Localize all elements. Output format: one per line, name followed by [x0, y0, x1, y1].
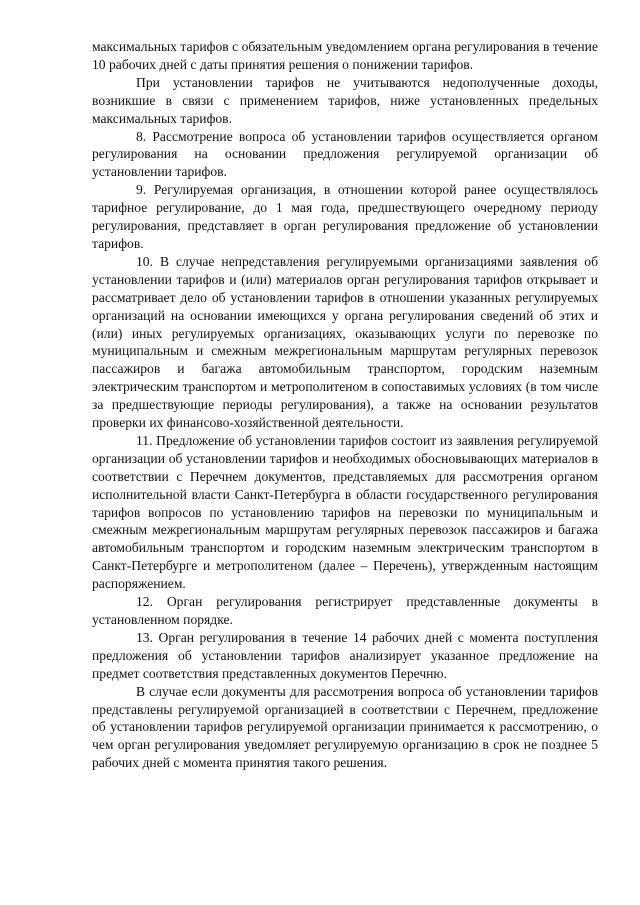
paragraph-continuation: максимальных тарифов с обязательным уведомлением органа регулирования в течение 10 рабочих дней с даты принятия решения о понижении тарифов.: [92, 39, 598, 72]
paragraph-10: 10. В случае непредставления регулируемыми организациями заявления об установлении тарифов и (или) материалов орган регулирования тарифов открывает и рассматривает дело об установлении тарифов в отношении указанных регулируемых организаций на основании имеющихся у органа регулирования сведений об этих и (или) иных регулируемых организациях, оказывающих услуги по перевозке по муниципальным и смежным межрегиональным маршрутам регулярных перевозок пассажиров и багажа автомобильным транспортом, городским наземным электрическим транспортом и метрополитеном в сопоставимых условиях (в том числе за предшествующие периоды регулирования), а также на основании результатов проверки их финансово-хозяйственной деятельности.: [92, 253, 598, 431]
document-page: [92, 38, 598, 772]
paragraph-8: 8. Рассмотрение вопроса об установлении тарифов осуществляется органом регулирования на основании предложения регулируемой организации об установлении тарифов.: [92, 128, 598, 180]
paragraph-13-continuation: В случае если документы для рассмотрения вопроса об установлении тарифов представлены регулируемой организацией в соответствии с Перечнем, предложение об установлении тарифов регулируемой организации принимается к рассмотрению, о чем орган регулирования уведомляет регулируемую организацию в срок не позднее 5 рабочих дней с момента принятия такого решения.: [92, 683, 598, 771]
paragraph-13: 13. Орган регулирования в течение 14 рабочих дней с момента поступления предложения об установлении тарифов анализирует указанное предложение на предмет соответствия представленных документов Перечню.: [92, 629, 598, 681]
paragraph-lost-income: При установлении тарифов не учитываются недополученные доходы, возникшие в связи с применением тарифов, ниже установленных предельных максимальных тарифов.: [92, 74, 598, 126]
paragraph-9: 9. Регулируемая организация, в отношении которой ранее осуществлялось тарифное регулирование, до 1 мая года, предшествующего очередному периоду регулирования, представляет в орган регулирования предложение об установлении тарифов.: [92, 182, 598, 251]
paragraph-11: 11. Предложение об установлении тарифов состоит из заявления регулируемой организации об установлении тарифов и необходимых обосновывающих материалов в соответствии с Перечнем документов, представляемых для рассмотрения органом исполнительной власти Санкт-Петербурга в области государственного регулирования тарифов вопросов по установлению тарифов на перевозки по муниципальным и смежным межрегиональным маршрутам регулярных перевозок пассажиров и багажа автомобильным транспортом и городским наземным электрическим транспортом в Санкт-Петербурге и метрополитеном (далее – Перечень), утвержденным настоящим распоряжением.: [92, 432, 598, 592]
paragraph-12: 12. Орган регулирования регистрирует представленные документы в установленном порядке.: [92, 594, 598, 627]
